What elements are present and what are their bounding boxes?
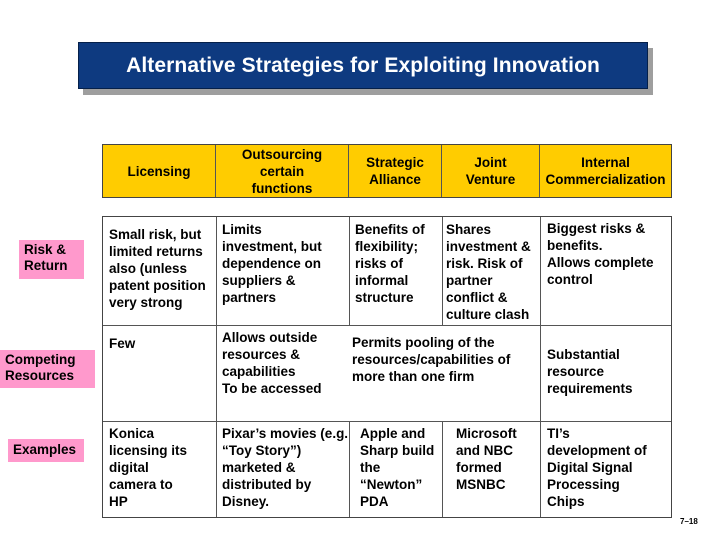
column-header-strategic-alliance: Strategic Alliance [349, 145, 442, 197]
grid-divider [103, 421, 671, 422]
grid-divider [442, 421, 443, 517]
strategy-grid [102, 216, 672, 518]
column-header-internal-commercialization: Internal Commercialization [545, 155, 666, 187]
cell-risk-outsourcing: Limits investment, but dependence on suppliers & partners [222, 222, 322, 305]
cell-resources-internal: Substantial resource requirements [547, 347, 633, 396]
cell-risk-alliance: Benefits of flexibility; risks of informal structure [355, 222, 425, 305]
column-header-joint-venture: Joint Venture [442, 145, 540, 197]
cell-resources-outsourcing: Allows outside resources & capabilities To be accessed [222, 330, 322, 396]
cell-resources-alliance-jv: Permits pooling of the resources/capabilities of more than one firm [352, 335, 511, 384]
grid-divider [216, 217, 217, 517]
cell-resources-licensing: Few [109, 336, 136, 351]
row-label-examples: Examples [8, 439, 84, 462]
cell-example-licensing: Konica licensing its digital camera to HP [109, 426, 188, 509]
grid-divider [349, 217, 350, 325]
slide-title: Alternative Strategies for Exploiting Innovation [126, 53, 600, 77]
cell-example-joint-venture: Microsoft and NBC formed MSNBC [456, 426, 517, 492]
row-label-risk-return: Risk & Return [19, 240, 84, 279]
column-header-outsourcing: Outsourcing certain functions [216, 145, 349, 197]
page-number: 7–18 [680, 517, 698, 526]
row-label-competing-resources: Competing Resources [0, 350, 95, 388]
column-header-row [102, 144, 672, 198]
grid-divider [540, 217, 541, 517]
slide-title-box [78, 42, 648, 89]
grid-divider [442, 217, 443, 325]
cell-risk-internal: Biggest risks & benefits. Allows complete control [547, 221, 654, 287]
column-header-licensing: Licensing [103, 145, 216, 197]
cell-risk-joint-venture: Shares investment & risk. Risk of partner conflict & culture clash [446, 222, 531, 322]
grid-divider [103, 325, 671, 326]
cell-example-alliance: Apple and Sharp build the “Newton” PDA [360, 426, 435, 509]
cell-example-internal: TI’s development of Digital Signal Processing Chips [547, 426, 647, 509]
cell-example-outsourcing: Pixar’s movies (e.g. “Toy Story”) marketed & distributed by Disney. [222, 426, 349, 509]
cell-risk-licensing: Small risk, but limited returns also (unless patent position very strong [109, 227, 206, 310]
